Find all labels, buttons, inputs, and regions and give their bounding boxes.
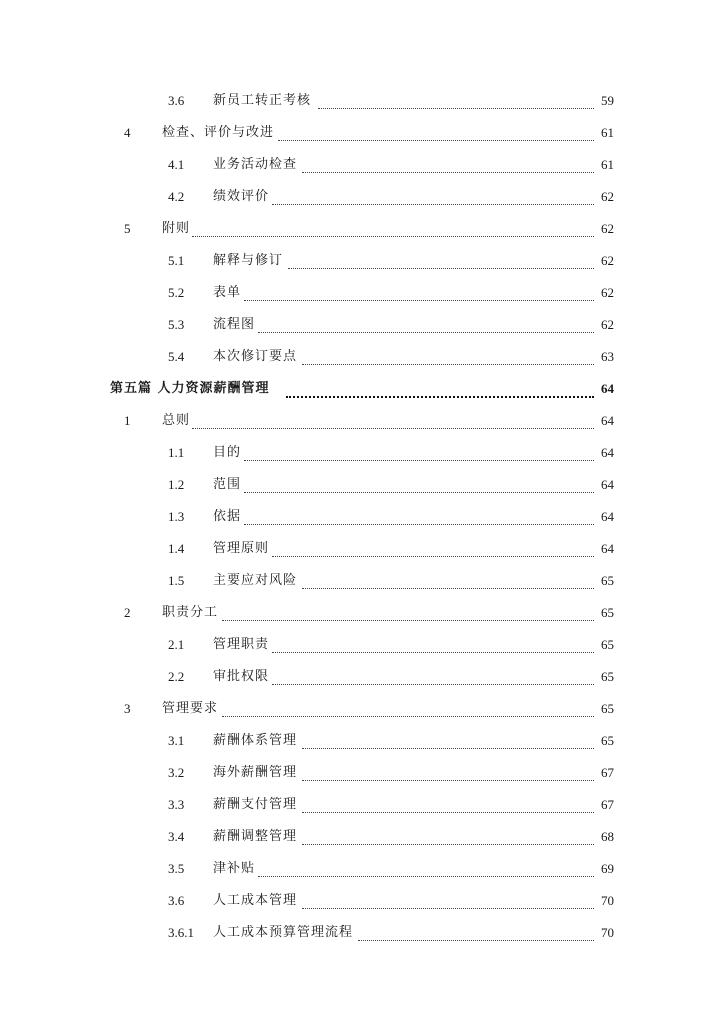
toc-entry[interactable] xyxy=(0,314,724,336)
toc-entry-title: 津补贴 xyxy=(213,861,256,876)
toc-entry-number: 2.1 xyxy=(168,637,185,652)
dot-leader xyxy=(222,698,594,717)
toc-entry-page: 69 xyxy=(601,861,614,876)
toc-entry-number: 2.2 xyxy=(168,669,185,684)
dot-leader xyxy=(278,122,594,141)
dot-leader xyxy=(222,602,594,621)
toc-entry[interactable] xyxy=(0,858,724,880)
toc-entry-page: 62 xyxy=(601,285,614,300)
toc-entry-number: 5.3 xyxy=(168,317,185,332)
toc-entry-page: 64 xyxy=(601,509,614,524)
toc-entry-page: 62 xyxy=(601,317,614,332)
toc-entry-number: 3 xyxy=(124,701,131,716)
toc-entry-number: 3.2 xyxy=(168,765,185,780)
toc-entry-page: 65 xyxy=(601,701,614,716)
dot-leader xyxy=(302,730,594,749)
toc-entry-number: 3.1 xyxy=(168,733,185,748)
toc-entry-page: 62 xyxy=(601,221,614,236)
toc-entry-number: 5 xyxy=(124,221,131,236)
toc-entry[interactable] xyxy=(0,282,724,304)
toc-entry-title: 审批权限 xyxy=(213,669,270,684)
toc-entry-number: 5.1 xyxy=(168,253,185,268)
toc-entry[interactable] xyxy=(0,154,724,176)
toc-entry-page: 70 xyxy=(601,925,614,940)
dot-leader xyxy=(302,346,594,365)
toc-entry[interactable] xyxy=(0,346,724,368)
toc-entry-number: 3.4 xyxy=(168,829,185,844)
toc-entry-number: 3.6 xyxy=(168,93,185,108)
dot-leader xyxy=(192,218,594,237)
toc-entry-number: 1.2 xyxy=(168,477,185,492)
toc-entry-number: 1 xyxy=(124,413,131,428)
dot-leader xyxy=(302,794,594,813)
toc-entry[interactable] xyxy=(0,922,724,944)
toc-entry-title: 薪酬体系管理 xyxy=(213,733,298,748)
toc-entry-page: 61 xyxy=(601,125,614,140)
toc-entry-page: 64 xyxy=(601,413,614,428)
toc-entry-title: 目的 xyxy=(213,445,242,460)
toc-entry-title: 海外薪酬管理 xyxy=(213,765,298,780)
toc-entry-title: 业务活动检查 xyxy=(213,157,298,172)
toc-entry-number: 1.5 xyxy=(168,573,185,588)
toc-entry-page: 65 xyxy=(601,605,614,620)
toc-entry[interactable] xyxy=(0,666,724,688)
toc-entry-number: 3.3 xyxy=(168,797,185,812)
toc-entry[interactable] xyxy=(0,890,724,912)
toc-entry-number: 4 xyxy=(124,125,131,140)
toc-entry-page: 61 xyxy=(601,157,614,172)
toc-entry-number: 3.6 xyxy=(168,893,185,908)
toc-entry-title: 绩效评价 xyxy=(213,189,270,204)
toc-entry-title: 管理原则 xyxy=(213,541,270,556)
toc-entry[interactable] xyxy=(0,570,724,592)
toc-entry-page: 62 xyxy=(601,253,614,268)
dot-leader xyxy=(302,762,594,781)
toc-chapter-entry[interactable] xyxy=(0,378,724,400)
toc-entry-title: 职责分工 xyxy=(162,605,219,620)
toc-entry-page: 65 xyxy=(601,733,614,748)
dot-leader xyxy=(358,922,594,941)
toc-entry-page: 59 xyxy=(601,93,614,108)
toc-entry[interactable] xyxy=(0,410,724,432)
toc-entry-page: 64 xyxy=(601,445,614,460)
toc-entry-number: 4.2 xyxy=(168,189,185,204)
toc-chapter-title: 第五篇 人力资源薪酬管理 xyxy=(110,381,270,396)
toc-entry-page: 64 xyxy=(601,541,614,556)
dot-leader xyxy=(272,666,594,685)
toc-entry-number: 3.5 xyxy=(168,861,185,876)
toc-entry[interactable] xyxy=(0,634,724,656)
dot-leader xyxy=(302,826,594,845)
toc-entry-title: 薪酬支付管理 xyxy=(213,797,298,812)
toc-entry[interactable] xyxy=(0,538,724,560)
toc-entry-page: 63 xyxy=(601,349,614,364)
toc-entry[interactable] xyxy=(0,90,724,112)
toc-entry-title: 管理职责 xyxy=(213,637,270,652)
dot-leader xyxy=(272,186,594,205)
toc-entry-page: 67 xyxy=(601,797,614,812)
toc-entry-number: 1.3 xyxy=(168,509,185,524)
toc-entry-title: 表单 xyxy=(213,285,242,300)
toc-entry-page: 68 xyxy=(601,829,614,844)
toc-entry-number: 2 xyxy=(124,605,131,620)
toc-entry-title: 本次修订要点 xyxy=(213,349,298,364)
toc-entry-title: 附则 xyxy=(162,221,191,236)
toc-entry[interactable] xyxy=(0,250,724,272)
toc-entry-number: 3.6.1 xyxy=(168,925,194,940)
toc-entry[interactable] xyxy=(0,730,724,752)
dot-leader xyxy=(258,314,594,333)
dot-leader xyxy=(244,474,594,493)
toc-entry-page: 65 xyxy=(601,573,614,588)
toc-entry[interactable] xyxy=(0,826,724,848)
toc-entry-number: 5.4 xyxy=(168,349,185,364)
dot-leader xyxy=(244,442,594,461)
toc-entry-title: 检查、评价与改进 xyxy=(162,125,275,140)
toc-entry[interactable] xyxy=(0,506,724,528)
dot-leader xyxy=(302,570,594,589)
toc-entry-title: 管理要求 xyxy=(162,701,219,716)
toc-entry-page: 70 xyxy=(601,893,614,908)
toc-entry-page: 62 xyxy=(601,189,614,204)
dot-leader xyxy=(302,154,594,173)
toc-entry-page: 67 xyxy=(601,765,614,780)
toc-entry[interactable] xyxy=(0,122,724,144)
toc-entry-title: 总则 xyxy=(162,413,191,428)
toc-entry-title: 范围 xyxy=(213,477,242,492)
toc-entry-page: 64 xyxy=(601,477,614,492)
toc-entry-title: 薪酬调整管理 xyxy=(213,829,298,844)
toc-entry[interactable] xyxy=(0,698,724,720)
toc-entry-number: 1.4 xyxy=(168,541,185,556)
toc-entry-number: 5.2 xyxy=(168,285,185,300)
toc-entry-title: 人工成本管理 xyxy=(213,893,298,908)
toc-entry-page: 65 xyxy=(601,637,614,652)
toc-entry[interactable] xyxy=(0,762,724,784)
toc-entry[interactable] xyxy=(0,442,724,464)
toc-entry-number: 1.1 xyxy=(168,445,185,460)
dot-leader xyxy=(192,410,594,429)
dot-leader xyxy=(286,378,594,398)
toc-entry[interactable] xyxy=(0,602,724,624)
toc-entry-title: 新员工转正考核 xyxy=(213,93,312,108)
toc-entry[interactable] xyxy=(0,218,724,240)
toc-entry[interactable] xyxy=(0,474,724,496)
dot-leader xyxy=(318,90,594,109)
toc-entry-title: 依据 xyxy=(213,509,242,524)
toc-entry-title: 流程图 xyxy=(213,317,256,332)
toc-entry-title: 人工成本预算管理流程 xyxy=(213,925,354,940)
dot-leader xyxy=(272,538,594,557)
toc-entry-title: 解释与修订 xyxy=(213,253,284,268)
toc-entry-number: 4.1 xyxy=(168,157,185,172)
dot-leader xyxy=(272,634,594,653)
dot-leader xyxy=(288,250,594,269)
toc-entry[interactable] xyxy=(0,186,724,208)
toc-entry[interactable] xyxy=(0,794,724,816)
toc-entry-page: 65 xyxy=(601,669,614,684)
dot-leader xyxy=(244,506,594,525)
dot-leader xyxy=(258,858,594,877)
dot-leader xyxy=(302,890,594,909)
toc-entry-page: 64 xyxy=(601,381,614,396)
dot-leader xyxy=(244,282,594,301)
toc-entry-title: 主要应对风险 xyxy=(213,573,298,588)
